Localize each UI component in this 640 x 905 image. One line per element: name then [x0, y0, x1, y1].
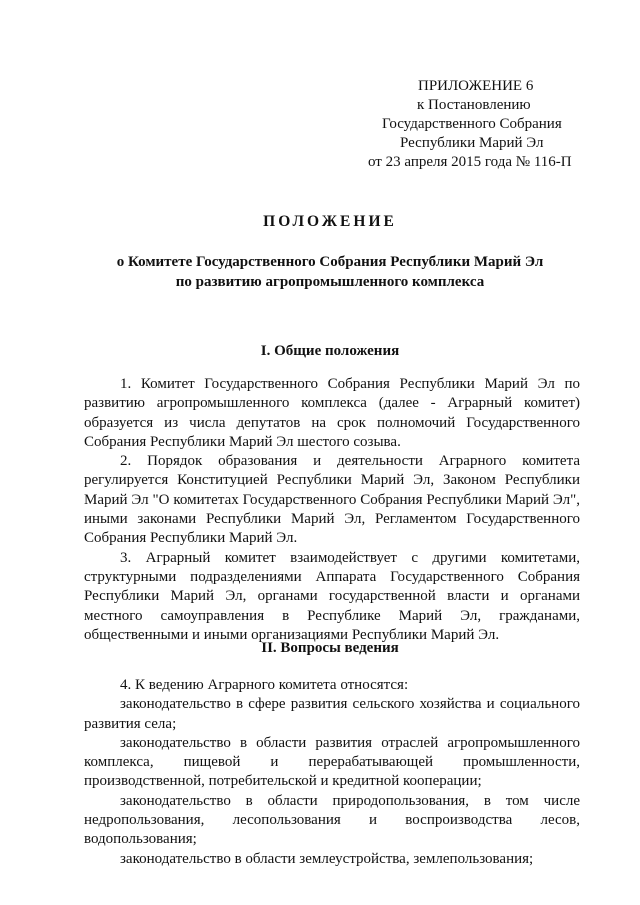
list-item-land-use: законодательство в области землеустройства, землепользования; [120, 850, 534, 867]
section-1-heading: I. Общие положения [260, 343, 400, 359]
appendix-republic: Республики Марий Эл [400, 135, 544, 151]
section-1-body [84, 375, 580, 645]
section-2-body [84, 676, 580, 869]
document-title: ПОЛОЖЕНИЕ [263, 213, 397, 230]
list-item-agriculture: законодательство в сфере развития сельского хозяйства и социального развития села; [84, 696, 580, 732]
paragraph-2: 2. Порядок образования и деятельности Аграрного комитета регулируется Конституцией Республики Марий Эл, Законом Республики Марий Эл "О комитетах Государственного Собрания Республики Марий Эл", иными законами Республики Марий Эл, Регламентом Государственного Собрания Республики Марий Эл. [84, 453, 580, 547]
appendix-date: от 23 апреля 2015 года № 116-П [368, 154, 572, 170]
paragraph-4: 4. К ведению Аграрного комитета относятся: [120, 677, 409, 693]
subtitle-line-2: по развитию агропромышленного комплекса [175, 274, 485, 290]
list-item-nature-use: законодательство в области природопользования, в том числе недропользования, лесопользования и воспроизводства лесов, водопользования; [84, 792, 580, 848]
appendix-block [360, 77, 590, 172]
list-item-agro-industry: законодательство в области развития отраслей агропромышленного комплекса, пищевой и перерабатывающей промышленности, производственной, потребительской и кредитной кооперации; [84, 734, 580, 790]
subtitle-line-1: о Комитете Государственного Собрания Республики Марий Эл [116, 254, 544, 270]
paragraph-1: 1. Комитет Государственного Собрания Республики Марий Эл по развитию агропромышленного комплекса (далее - Аграрный комитет) образуется из числа депутатов на срок полномочий Государственного Собрания Республики Марий Эл шестого созыва. [84, 376, 580, 450]
appendix-issuer: Государственного Собрания [382, 116, 562, 132]
paragraph-3: 3. Аграрный комитет взаимодействует с другими комитетами, структурными подразделениями Аппарата Государственного Собрания Республики Марий Эл, органами государственной власти и органами местного самоуправления в Республике Марий Эл, гражданами, общественными и иными организациями Республики Марий Эл. [84, 549, 580, 643]
section-2-heading: II. Вопросы ведения [261, 640, 399, 656]
appendix-reference: к Постановлению [417, 97, 531, 113]
document-subtitle [90, 252, 570, 292]
appendix-number: ПРИЛОЖЕНИЕ 6 [418, 78, 534, 94]
